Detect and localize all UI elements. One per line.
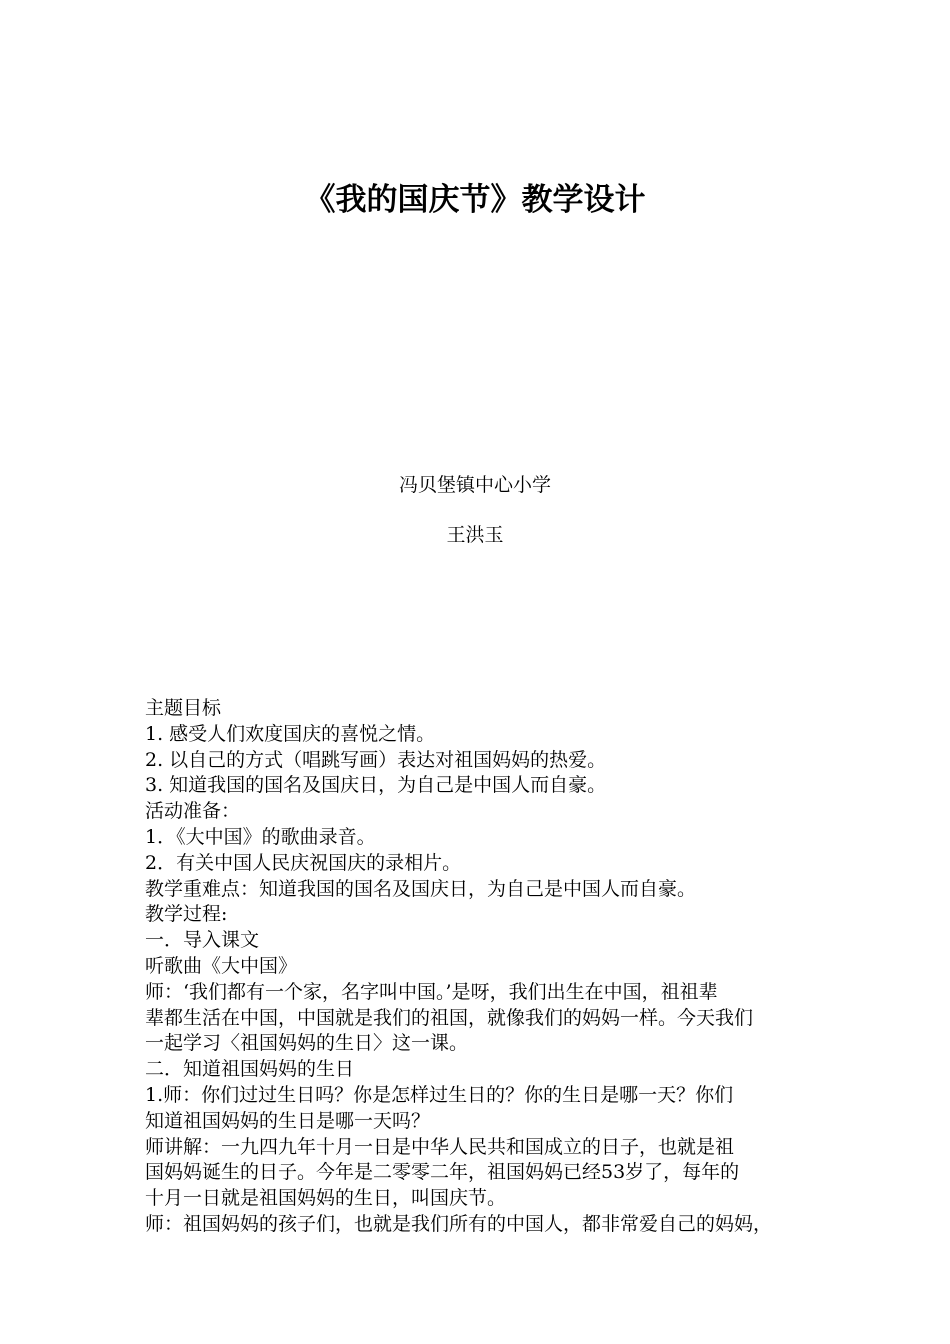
body-line: 2. 以自己的方式（唱跳写画）表达对祖国妈妈的热爱。 [145, 748, 607, 771]
body-line: 教学重难点：知道我国的国名及国庆日，为自己是中国人而自豪。 [145, 877, 697, 900]
body-line: 国妈妈诞生的日子。今年是二零零二年，祖国妈妈已经53岁了，每年的 [145, 1161, 740, 1184]
body-line: 一．导入课文 [145, 929, 260, 952]
body-line: 教学过程: [145, 903, 228, 926]
body-line: 1．《大中国》的歌曲录音。 [145, 825, 376, 848]
body-line: 辈都生活在中国，中国就是我们的祖国，就像我们的妈妈一样。今天我们 [145, 1006, 754, 1029]
body-line: 师讲解：一九四九年十月一日是中华人民共和国成立的日子，也就是祖 [145, 1135, 735, 1158]
body-line: 主题目标 [145, 697, 222, 719]
body-line: 师：‘我们都有一个家，名字叫中国。’是呀，我们出生在中国，祖祖辈 [145, 980, 718, 1003]
author-name: 王洪玉 [446, 524, 504, 546]
body-line: 2．有关中国人民庆祝国庆的录相片。 [145, 851, 462, 874]
body-line: 1.师：你们过过生日吗？你是怎样过生日的？你的生日是哪一天？你们 [145, 1083, 734, 1106]
school-name: 冯贝堡镇中心小学 [398, 474, 551, 496]
body-line: 师：祖国妈妈的孩子们，也就是我们所有的中国人，都非常爱自己的妈妈， [145, 1212, 773, 1235]
document-body [145, 696, 815, 1238]
body-line: 十月一日就是祖国妈妈的生日，叫国庆节。 [145, 1187, 507, 1210]
body-line: 3. 知道我国的国名及国庆日，为自己是中国人而自豪。 [145, 774, 607, 797]
body-line: 1. 感受人们欢度国庆的喜悦之情。 [145, 722, 436, 745]
body-line: 听歌曲《大中国》 [145, 954, 298, 977]
body-line: 活动准备： [145, 800, 241, 823]
body-line: 一起学习〈祖国妈妈的生日〉这一课。 [145, 1032, 469, 1055]
body-line: 二．知道祖国妈妈的生日 [145, 1058, 355, 1081]
document-title: 《我的国庆节》教学设计 [304, 182, 646, 218]
body-line: 知道祖国妈妈的生日是哪一天吗？ [145, 1109, 431, 1132]
